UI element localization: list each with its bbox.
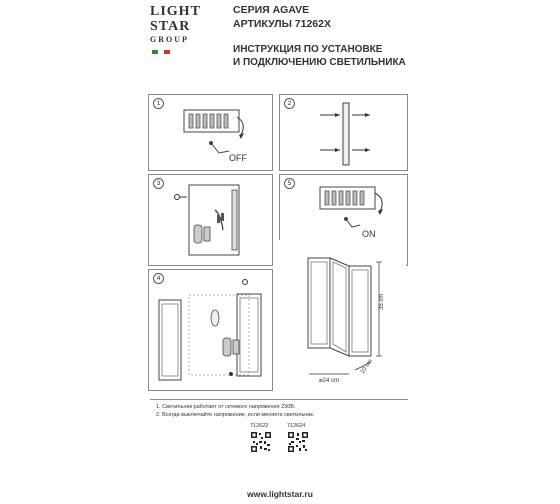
- article-code-1: 712622: [250, 423, 269, 429]
- header: [233, 4, 331, 30]
- off-label: OFF: [229, 153, 247, 163]
- depth-dimension: 10 cm: [359, 358, 375, 376]
- step-number: 5: [284, 178, 295, 189]
- article-code-2: 712624: [287, 423, 306, 429]
- instruction-title: [233, 43, 406, 69]
- assembly-illustration: [149, 270, 272, 390]
- qr-code-icon: [250, 431, 272, 453]
- article-numbers: АРТИКУЛЫ 71262X: [233, 18, 331, 30]
- notes-divider: [150, 399, 408, 400]
- step-panel-3: [148, 174, 273, 266]
- title-line-2: И ПОДКЛЮЧЕНИЮ СВЕТИЛЬНИКА: [233, 57, 406, 68]
- step-panel-4: [148, 269, 273, 391]
- height-dimension: 35 cm: [379, 293, 385, 310]
- title-line-1: ИНСТРУКЦИЯ ПО УСТАНОВКЕ: [233, 44, 383, 55]
- dimensions-panel: [279, 240, 406, 389]
- step-number: 2: [284, 98, 295, 109]
- website-url: www.lightstar.ru: [247, 489, 313, 499]
- on-label: ON: [362, 229, 376, 239]
- series-name: СЕРИЯ AGAVE: [233, 4, 310, 16]
- notes: [156, 403, 406, 419]
- dimensions-illustration: [279, 240, 406, 389]
- note-2: 2. Всегда выключайте напряжение, если меняете светильник.: [156, 412, 315, 418]
- step-number: 1: [153, 98, 164, 109]
- step-number: 4: [153, 273, 164, 284]
- step-number: 3: [153, 178, 164, 189]
- qr-code-icon: [287, 431, 309, 453]
- logo-line-3: GROUP: [150, 35, 189, 44]
- note-1: 1. Светильник работает от сетевого напряжения 230В.: [156, 404, 296, 410]
- logo-line-1: LIGHT: [150, 4, 201, 19]
- brand-logo: [150, 4, 210, 68]
- switch-off-illustration: [149, 95, 272, 170]
- italian-flag-icon: [152, 50, 170, 54]
- wiring-illustration: [149, 175, 272, 265]
- step-panel-1: [148, 94, 273, 171]
- mounting-plate-illustration: [280, 95, 407, 170]
- logo-line-2: STAR: [150, 19, 191, 34]
- width-dimension: ⌀24 cm: [319, 378, 339, 384]
- step-panel-2: [279, 94, 408, 171]
